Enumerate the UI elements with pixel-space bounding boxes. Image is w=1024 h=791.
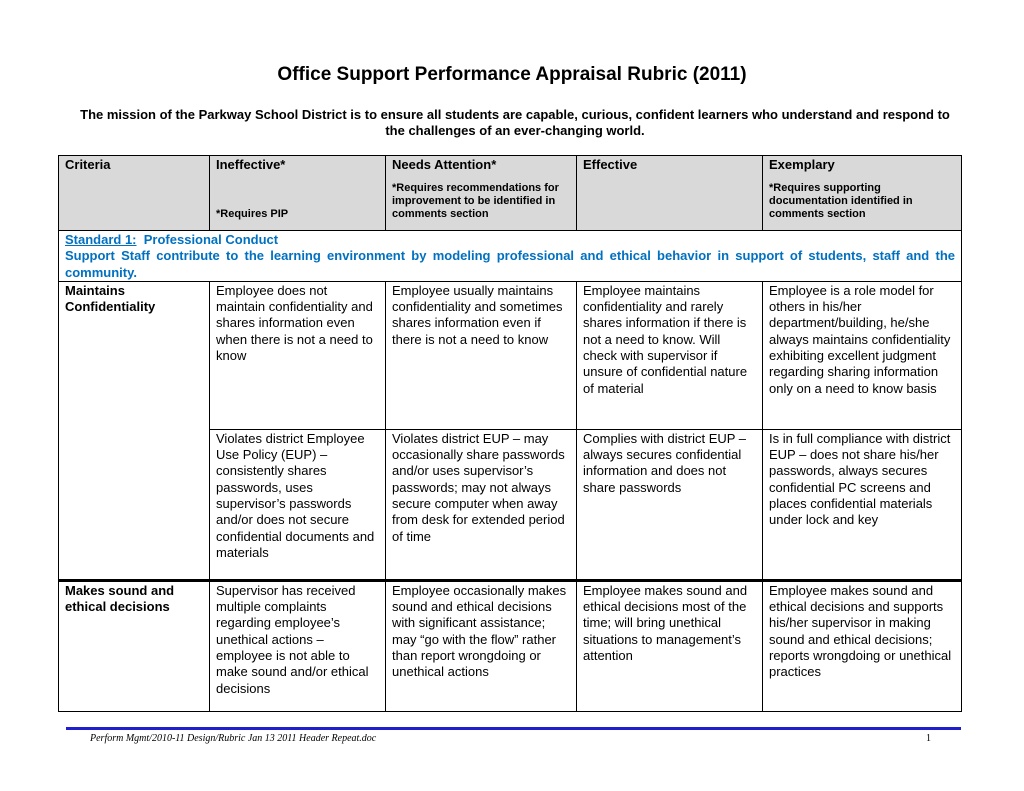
standard-description: Support Staff contribute to the learning environment by modeling professional and ethical behavior in support of students, staff and the community. xyxy=(65,248,955,280)
header-name: Ineffective* xyxy=(216,157,286,172)
header-name: Criteria xyxy=(65,157,111,172)
standard-heading xyxy=(65,232,955,248)
rubric-cell-needs-attention: Employee usually maintains confidentiality and sometimes shares information even if there is not a need to know xyxy=(386,281,577,429)
header-note: *Requires recommendations for improvement to be identified in comments section xyxy=(392,182,559,221)
header-ineffective xyxy=(210,156,386,231)
criteria-cell xyxy=(59,429,210,580)
standard-name: Professional Conduct xyxy=(143,232,279,247)
header-row xyxy=(59,156,962,231)
page-title: Office Support Performance Appraisal Rubric (2011) xyxy=(277,64,747,85)
standard-label: Standard 1: xyxy=(65,232,137,247)
rubric-cell-effective: Employee maintains confidentiality and rarely shares information if there is not a need to know. Will check with supervisor if unsure of confidential nature of material xyxy=(577,281,763,429)
footer-filename: Perform Mgmt/2010-11 Design/Rubric Jan 13 2011 Header Repeat.doc xyxy=(90,733,377,744)
table-row xyxy=(59,429,962,580)
header-note: *Requires supporting documentation identified in comments section xyxy=(769,182,913,221)
header-name: Exemplary xyxy=(769,157,835,172)
rubric-cell-ineffective: Supervisor has received multiple complaints regarding employee’s unethical actions – employee is not able to make sound and/or ethical decisions xyxy=(210,580,386,711)
header-name: Needs Attention* xyxy=(392,157,497,172)
rubric-cell-exemplary: Is in full compliance with district EUP – does not share his/her passwords, always secures confidential PC screens and places confidential materials under lock and key xyxy=(763,429,962,580)
table-row xyxy=(59,281,962,429)
rubric-cell-ineffective: Employee does not maintain confidentiality and shares information even when there is not a need to know xyxy=(210,281,386,429)
criteria-cell: Makes sound and ethical decisions xyxy=(59,580,210,711)
standard-row xyxy=(59,231,962,282)
rubric-cell-exemplary: Employee makes sound and ethical decisions and supports his/her supervisor in making sound and ethical decisions; reports wrongdoing or unethical practices xyxy=(763,580,962,711)
page-number: 1 xyxy=(926,733,931,744)
rubric-cell-needs-attention: Employee occasionally makes sound and ethical decisions with significant assistance; may “go with the flow” rather than report wrongdoing or unethical actions xyxy=(386,580,577,711)
header-criteria xyxy=(59,156,210,231)
rubric-cell-exemplary: Employee is a role model for others in his/her department/building, he/she always maintains confidentiality exhibiting excellent judgment regarding sharing information only on a need to know basis xyxy=(763,281,962,429)
table-row xyxy=(59,580,962,711)
header-effective xyxy=(577,156,763,231)
header-needs-attention xyxy=(386,156,577,231)
rubric-cell-effective: Employee makes sound and ethical decisions most of the time; will bring unethical situations to management’s attention xyxy=(577,580,763,711)
rubric-cell-ineffective: Violates district Employee Use Policy (EUP) – consistently shares passwords, uses supervisor’s passwords and/or does not secure confidential documents and materials xyxy=(210,429,386,580)
mission-statement: The mission of the Parkway School District is to ensure all students are capable, curious, confident learners who understand and respond to the challenges of an ever-changing world. xyxy=(80,107,950,138)
header-name: Effective xyxy=(583,157,638,172)
header-note: *Requires PIP xyxy=(216,208,289,221)
standard-cell xyxy=(59,231,962,282)
footer-rule xyxy=(66,727,961,730)
header-exemplary xyxy=(763,156,962,231)
rubric-table xyxy=(58,155,962,712)
rubric-cell-effective: Complies with district EUP – always secures confidential information and does not share passwords xyxy=(577,429,763,580)
criteria-cell: Maintains Confidentiality xyxy=(59,281,210,429)
rubric-cell-needs-attention: Violates district EUP – may occasionally share passwords and/or uses supervisor’s passwords; may not always secure computer when away from desk for extended period of time xyxy=(386,429,577,580)
